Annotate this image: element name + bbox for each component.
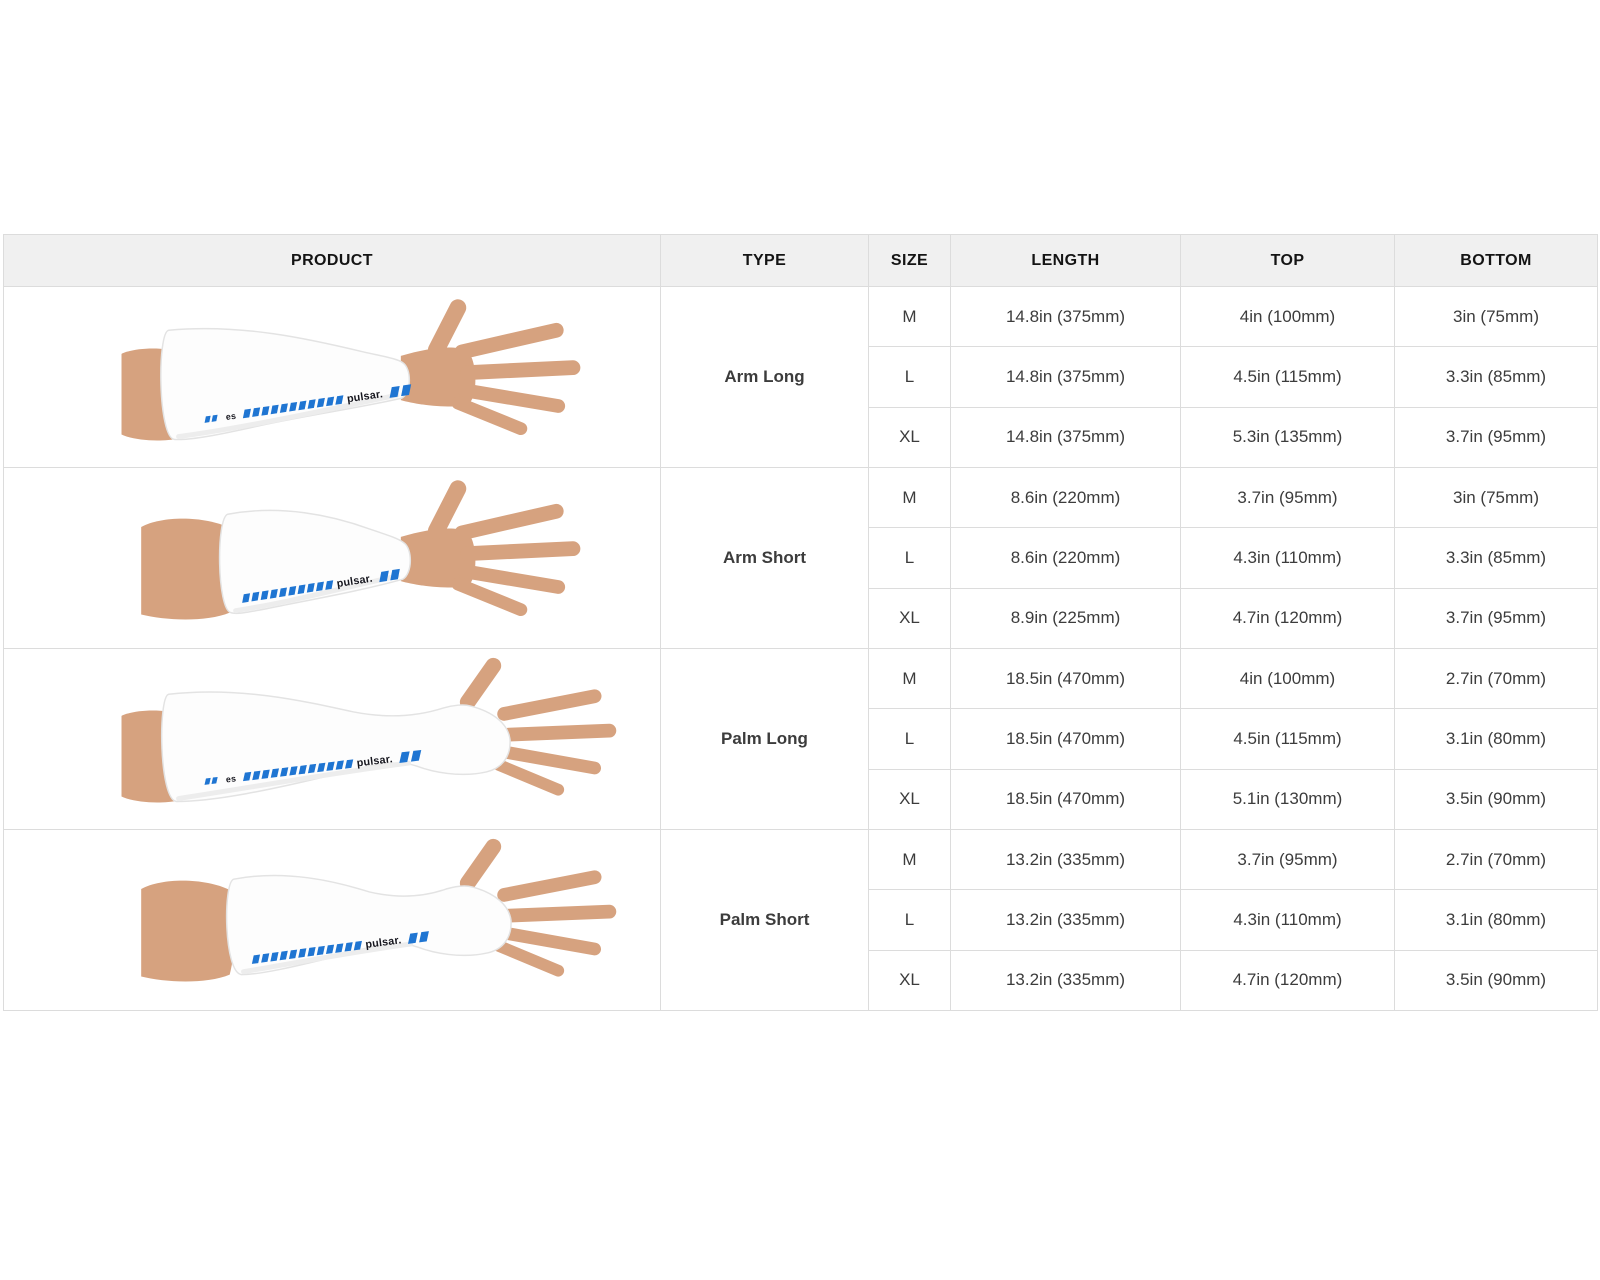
cell-palm-long-l-length: 18.5in (470mm) <box>951 709 1181 769</box>
cell-palm-short-l-size: L <box>869 890 951 950</box>
column-header-top: TOP <box>1181 235 1395 287</box>
cell-palm-long-xl-size: XL <box>869 769 951 829</box>
column-header-product: PRODUCT <box>4 235 661 287</box>
cell-arm-short-m-top: 3.7in (95mm) <box>1181 468 1395 528</box>
cell-palm-short-xl-size: XL <box>869 950 951 1010</box>
column-header-size: SIZE <box>869 235 951 287</box>
product-type-arm-long: Arm Long <box>661 287 869 468</box>
cell-palm-short-xl-length: 13.2in (335mm) <box>951 950 1181 1010</box>
cell-palm-long-m-length: 18.5in (470mm) <box>951 649 1181 709</box>
product-image-arm-short <box>4 468 661 649</box>
cell-arm-short-m-size: M <box>869 468 951 528</box>
cell-palm-short-xl-bottom: 3.5in (90mm) <box>1395 950 1598 1010</box>
table-header-row <box>4 235 1598 287</box>
cell-arm-long-m-bottom: 3in (75mm) <box>1395 287 1598 347</box>
size-row-palm-long-m <box>4 649 1598 709</box>
cell-palm-long-m-bottom: 2.7in (70mm) <box>1395 649 1598 709</box>
cell-palm-short-m-bottom: 2.7in (70mm) <box>1395 830 1598 890</box>
product-image-palm-long <box>4 649 661 830</box>
cell-arm-short-l-bottom: 3.3in (85mm) <box>1395 528 1598 588</box>
cell-arm-long-xl-size: XL <box>869 407 951 467</box>
cell-arm-short-l-length: 8.6in (220mm) <box>951 528 1181 588</box>
cell-arm-short-xl-top: 4.7in (120mm) <box>1181 588 1395 648</box>
column-header-type: TYPE <box>661 235 869 287</box>
cell-palm-short-l-bottom: 3.1in (80mm) <box>1395 890 1598 950</box>
product-image-palm-short <box>4 830 661 1011</box>
cell-arm-short-xl-bottom: 3.7in (95mm) <box>1395 588 1598 648</box>
svg-text:es: es <box>225 410 237 423</box>
cell-palm-long-xl-top: 5.1in (130mm) <box>1181 769 1395 829</box>
size-row-arm-short-m <box>4 468 1598 528</box>
column-header-bottom: BOTTOM <box>1395 235 1598 287</box>
cell-arm-long-l-size: L <box>869 347 951 407</box>
svg-text:pulsar.: pulsar. <box>346 388 384 406</box>
cell-palm-short-m-top: 3.7in (95mm) <box>1181 830 1395 890</box>
product-type-arm-short: Arm Short <box>661 468 869 649</box>
cell-arm-short-xl-size: XL <box>869 588 951 648</box>
cell-arm-long-l-bottom: 3.3in (85mm) <box>1395 347 1598 407</box>
size-chart-table <box>3 234 1598 1011</box>
svg-text:pulsar.: pulsar. <box>364 934 403 951</box>
cell-palm-short-xl-top: 4.7in (120mm) <box>1181 950 1395 1010</box>
svg-text:es: es <box>225 773 237 785</box>
cell-palm-long-l-bottom: 3.1in (80mm) <box>1395 709 1598 769</box>
svg-text:pulsar.: pulsar. <box>335 572 374 591</box>
cell-palm-long-m-size: M <box>869 649 951 709</box>
cell-arm-long-m-size: M <box>869 287 951 347</box>
cell-arm-short-m-length: 8.6in (220mm) <box>951 468 1181 528</box>
cell-arm-long-l-top: 4.5in (115mm) <box>1181 347 1395 407</box>
cell-palm-short-l-top: 4.3in (110mm) <box>1181 890 1395 950</box>
cell-arm-short-xl-length: 8.9in (225mm) <box>951 588 1181 648</box>
cell-palm-long-xl-bottom: 3.5in (90mm) <box>1395 769 1598 829</box>
arm-short-sleeve-photo <box>7 468 657 648</box>
cell-arm-short-m-bottom: 3in (75mm) <box>1395 468 1598 528</box>
cell-palm-short-m-size: M <box>869 830 951 890</box>
size-row-arm-long-m <box>4 287 1598 347</box>
product-type-palm-short: Palm Short <box>661 830 869 1011</box>
cell-arm-short-l-top: 4.3in (110mm) <box>1181 528 1395 588</box>
cell-palm-long-m-top: 4in (100mm) <box>1181 649 1395 709</box>
cell-arm-long-l-length: 14.8in (375mm) <box>951 347 1181 407</box>
product-type-palm-long: Palm Long <box>661 649 869 830</box>
cell-arm-short-l-size: L <box>869 528 951 588</box>
product-image-arm-long <box>4 287 661 468</box>
cell-palm-long-l-top: 4.5in (115mm) <box>1181 709 1395 769</box>
cell-arm-long-xl-bottom: 3.7in (95mm) <box>1395 407 1598 467</box>
cell-palm-long-xl-length: 18.5in (470mm) <box>951 769 1181 829</box>
cell-arm-long-xl-top: 5.3in (135mm) <box>1181 407 1395 467</box>
cell-arm-long-m-length: 14.8in (375mm) <box>951 287 1181 347</box>
cell-arm-long-m-top: 4in (100mm) <box>1181 287 1395 347</box>
palm-short-sleeve-photo <box>7 830 657 1010</box>
cell-arm-long-xl-length: 14.8in (375mm) <box>951 407 1181 467</box>
cell-palm-short-l-length: 13.2in (335mm) <box>951 890 1181 950</box>
cell-palm-long-l-size: L <box>869 709 951 769</box>
cell-palm-short-m-length: 13.2in (335mm) <box>951 830 1181 890</box>
palm-long-sleeve-photo <box>7 649 657 829</box>
arm-long-sleeve-photo <box>7 287 657 467</box>
size-row-palm-short-m <box>4 830 1598 890</box>
svg-text:pulsar.: pulsar. <box>356 753 394 770</box>
column-header-length: LENGTH <box>951 235 1181 287</box>
